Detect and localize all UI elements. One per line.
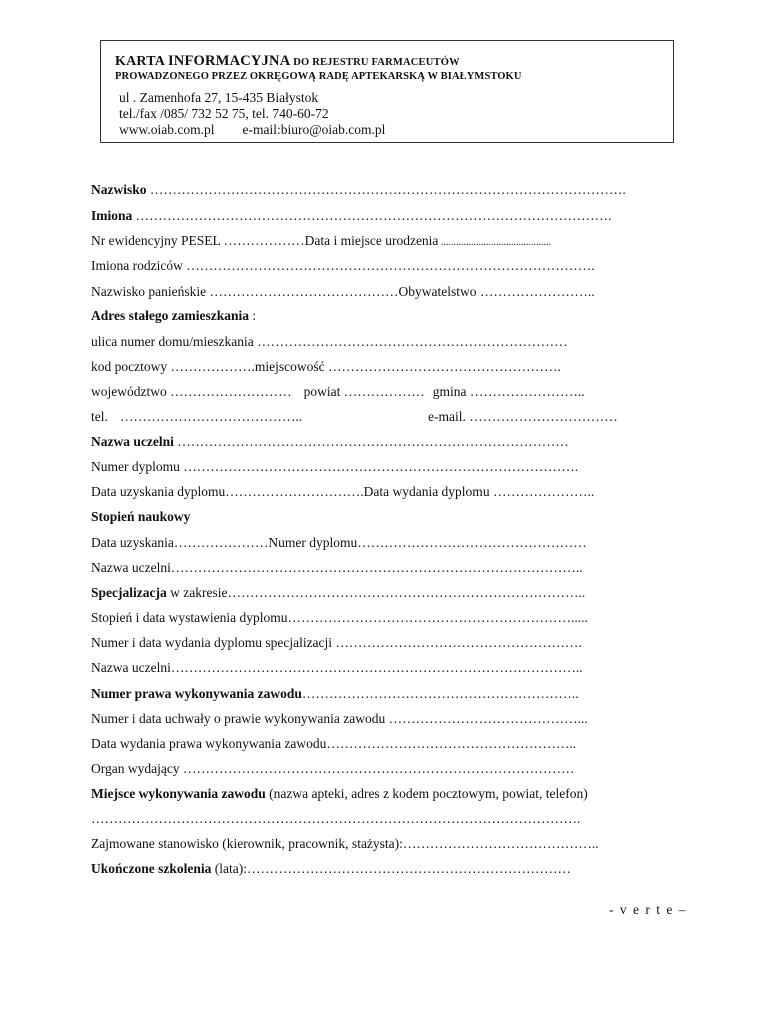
field-pesel-urodzenie[interactable]: Nr ewidencyjny PESEL ………………Data i miejsce urodzenia ............................................: [91, 233, 551, 248]
field-stopien-data-wystawienia[interactable]: Stopień i data wystawienia dyplomu……………………………………………………….....: [91, 610, 588, 625]
field-miejsce-dots[interactable]: ……………………………………………………………………………………………….: [91, 811, 581, 826]
field-tel[interactable]: tel. …………………………………..: [91, 409, 303, 424]
field-szkolenia[interactable]: Ukończone szkolenia (lata):………………………………………………………………: [91, 861, 571, 876]
field-email[interactable]: e-mail. ……………………………: [428, 409, 618, 424]
field-nazwa-uczelni[interactable]: Nazwa uczelni ……………………………………………………………………………: [91, 434, 569, 449]
header-email: e-mail:biuro@oiab.com.pl: [242, 122, 386, 137]
header-address: ul . Zamenhofa 27, 15-435 Białystok: [119, 90, 319, 105]
field-imiona-rodzicow[interactable]: Imiona rodziców ……………………………………………………………………………….: [91, 258, 595, 273]
field-stanowisko[interactable]: Zajmowane stanowisko (kierownik, pracownik, stażysta):……………………………………..: [91, 836, 599, 851]
header-box: [100, 40, 674, 143]
field-numer-data-specjalizacji[interactable]: Numer i data wydania dyplomu specjalizacji ……………………………………………….: [91, 635, 582, 650]
header-contact: [119, 122, 385, 138]
field-kod-miejscowosc[interactable]: kod pocztowy ……………….miejscowość …………………………………………….: [91, 359, 561, 374]
field-spec-uczelnia[interactable]: Nazwa uczelni………………………………………………………………………………..: [91, 660, 583, 675]
form-subtitle: PROWADZONEGO PRZEZ OKRĘGOWĄ RADĘ APTEKARSKĄ W BIAŁYMSTOKU: [115, 71, 522, 82]
form-title: KARTA INFORMACYJNA DO REJESTRU FARMACEUTÓW: [115, 53, 460, 69]
section-adres: Adres stałego zamieszkania :: [91, 308, 257, 323]
field-numer-uchwaly[interactable]: Numer i data uchwały o prawie wykonywania zawodu ……………………………………...: [91, 711, 588, 726]
field-nazwisko[interactable]: Nazwisko …………………………………………………………………………………………….: [91, 182, 626, 197]
field-nazwisko-panienskie[interactable]: Nazwisko panieńskie ……………………………………Obywatelstwo ……………………..: [91, 284, 595, 299]
field-data-wydania-prawa[interactable]: Data wydania prawa wykonywania zawodu………………………………………………..: [91, 736, 577, 751]
field-stopien-uczelnia[interactable]: Nazwa uczelni………………………………………………………………………………..: [91, 560, 583, 575]
field-ulica[interactable]: ulica numer domu/mieszkania ……………………………………………………………: [91, 334, 568, 349]
header-phone: tel./fax /085/ 732 52 75, tel. 740-60-72: [119, 106, 329, 121]
header-website: www.oiab.com.pl: [119, 122, 215, 137]
field-specjalizacja[interactable]: Specjalizacja w zakresie……………………………………………………………………..: [91, 585, 586, 600]
verte-note: - v e r t e –: [609, 902, 687, 917]
field-organ[interactable]: Organ wydający ……………………………………………………………………………: [91, 761, 575, 776]
section-stopien-naukowy: Stopień naukowy: [91, 509, 191, 524]
field-numer-prawa[interactable]: Numer prawa wykonywania zawodu……………………………………………………..: [91, 686, 579, 701]
field-imiona[interactable]: Imiona …………………………………………………………………………………………….: [91, 208, 612, 223]
field-numer-dyplomu[interactable]: Numer dyplomu …………………………………………………………………………….: [91, 459, 579, 474]
field-wojewodztwo-powiat-gmina[interactable]: województwo ……………………… powiat ……………… gmina ……………………..: [91, 384, 585, 399]
field-miejsce-wykonywania: Miejsce wykonywania zawodu (nazwa apteki, adres z kodem pocztowym, powiat, telefon): [91, 786, 588, 801]
field-data-dyplomu[interactable]: Data uzyskania dyplomu………………………….Data wydania dyplomu …………………..: [91, 484, 595, 499]
field-stopien-data-numer[interactable]: Data uzyskania…………………Numer dyplomu……………………………………………: [91, 535, 587, 550]
